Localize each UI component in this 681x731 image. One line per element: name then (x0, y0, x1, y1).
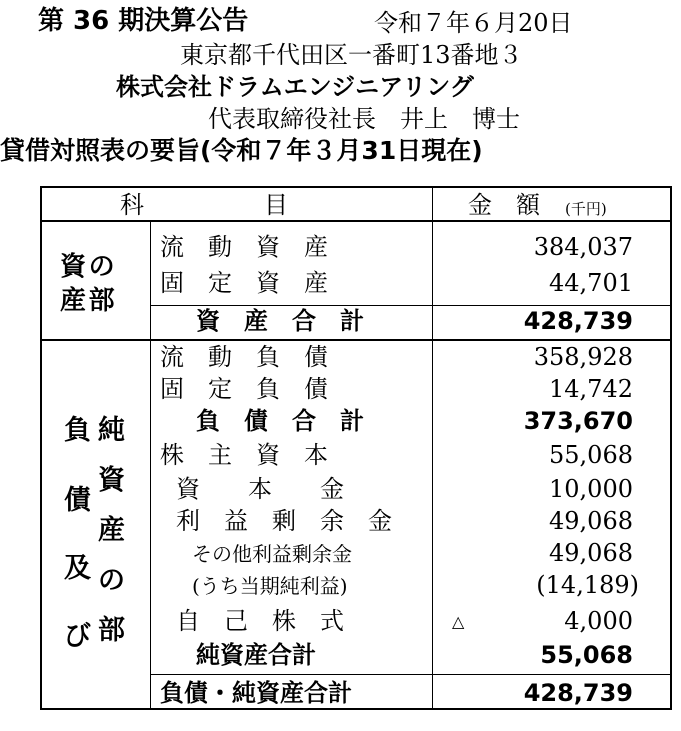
row-fixed-assets-value: 44,701 (549, 269, 633, 297)
row-net-income-value: (14,189) (536, 571, 639, 599)
liab-side-right-4: の (98, 565, 125, 596)
liab-side-left-1: 負 (64, 415, 91, 446)
row-other-retained-label: その他利益剰余金 (192, 542, 352, 566)
company-address: 東京都千代田区一番町13番地３ (180, 41, 523, 69)
assets-section-label-1: 資の (60, 252, 118, 282)
row-retained-earnings-value: 49,068 (549, 507, 633, 535)
row-grand-total-label: 負債・純資産合計 (160, 679, 352, 707)
liab-side-right-3: 産 (98, 515, 125, 546)
liab-side-left-3: 及 (64, 553, 91, 584)
col-header-amount: 金 額 (468, 191, 540, 219)
row-net-assets-total-value: 55,068 (540, 641, 633, 669)
row-liab-total-value: 373,670 (523, 407, 633, 435)
row-fixed-liab-value: 14,742 (549, 375, 633, 403)
assets-rule (40, 339, 672, 341)
header-rule (40, 220, 672, 222)
col-header-item: 科 目 (120, 191, 288, 219)
company-name: 株式会社ドラムエンジニアリング (116, 73, 474, 101)
representative: 代表取締役社長 井上 博士 (208, 105, 520, 133)
row-assets-total-value: 428,739 (523, 307, 633, 335)
row-fixed-assets-label: 固 定 資 産 (160, 269, 328, 297)
triangle-minus-icon: △ (452, 612, 465, 631)
row-other-retained-value: 49,068 (549, 539, 633, 567)
row-treasury-stock-label: 自 己 株 式 (176, 607, 344, 635)
row-shareholders-equity-value: 55,068 (549, 441, 633, 469)
row-shareholders-equity-label: 株 主 資 本 (160, 441, 328, 469)
row-current-assets-value: 384,037 (533, 233, 633, 261)
row-current-liab-label: 流 動 負 債 (160, 343, 328, 371)
unit-label: (千円) (565, 200, 607, 218)
row-assets-total-label: 資 産 合 計 (196, 307, 364, 335)
row-current-assets-label: 流 動 資 産 (160, 233, 328, 261)
row-retained-earnings-label: 利 益 剰 余 金 (176, 507, 392, 535)
liab-side-right-5: 部 (98, 615, 125, 646)
notice-title: 第 36 期決算公告 (38, 6, 249, 36)
grand-total-rule (150, 674, 672, 675)
amount-col-rule (432, 186, 433, 710)
row-liab-total-label: 負 債 合 計 (196, 407, 364, 435)
row-grand-total-value: 428,739 (523, 679, 633, 707)
liab-side-left-4: び (64, 621, 91, 652)
liab-side-right-1: 純 (98, 415, 125, 446)
liab-side-right-2: 資 (98, 465, 125, 496)
liab-side-left-2: 債 (64, 485, 91, 516)
row-capital-value: 10,000 (549, 475, 633, 503)
notice-date: 令和７年６月20日 (374, 9, 573, 37)
row-net-income-label: (うち当期純利益) (192, 574, 348, 598)
row-fixed-liab-label: 固 定 負 債 (160, 375, 328, 403)
row-current-liab-value: 358,928 (533, 343, 633, 371)
assets-section-label-2: 産部 (60, 286, 118, 316)
side-col-rule (150, 220, 151, 710)
summary-title: 貸借対照表の要旨(令和７年３月31日現在) (0, 136, 483, 165)
row-net-assets-total-label: 純資産合計 (196, 641, 316, 669)
row-treasury-stock-value: 4,000 (564, 607, 633, 635)
row-capital-label: 資 本 金 (176, 475, 344, 503)
